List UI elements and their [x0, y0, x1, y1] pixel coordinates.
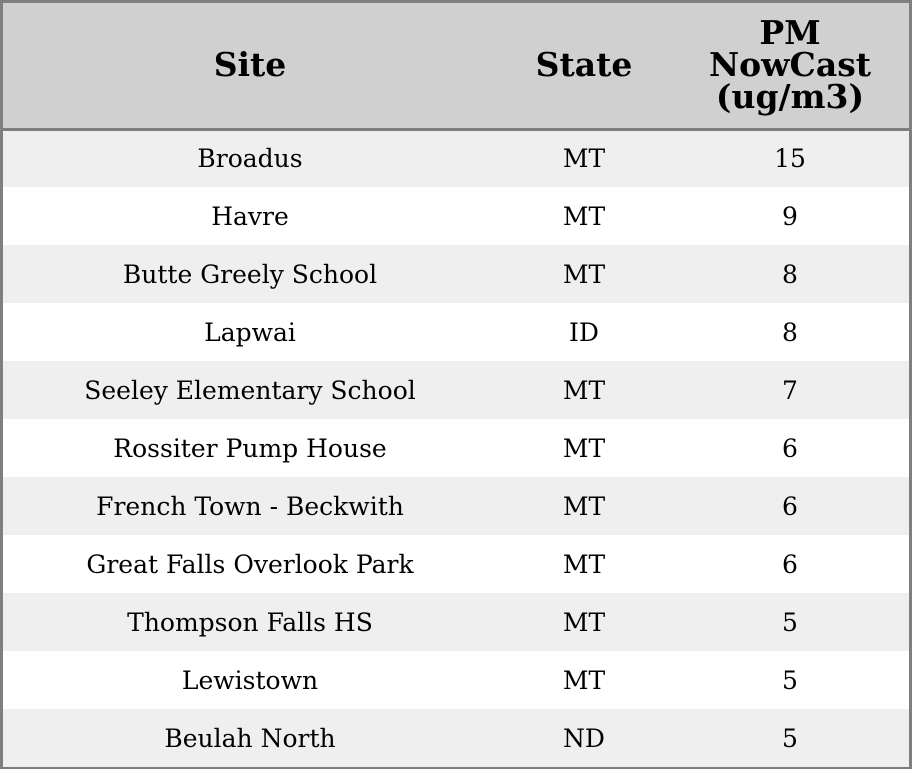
table-row: [3, 419, 909, 477]
site-cell: French Town - Beckwith: [96, 491, 404, 521]
table-row: [3, 129, 909, 187]
column-header-pm-nowcast: [671, 3, 909, 129]
site-cell: Seeley Elementary School: [84, 375, 416, 405]
state-cell: MT: [562, 375, 606, 405]
column-header-pm-line-1: PM: [759, 13, 821, 53]
column-header-pm-line-2: NowCast: [708, 45, 872, 85]
site-cell: Rossiter Pump House: [113, 433, 387, 463]
pm-value-cell: 5: [782, 723, 798, 753]
pm-value-cell: 15: [774, 144, 806, 174]
state-cell: MT: [562, 491, 606, 521]
state-cell: MT: [562, 144, 606, 174]
pm-value-cell: 8: [782, 317, 798, 347]
state-cell: ND: [563, 723, 605, 753]
table-row: [3, 651, 909, 709]
table-header: [3, 3, 909, 129]
site-cell: Lapwai: [204, 317, 296, 347]
table-row: [3, 361, 909, 419]
site-cell: Butte Greely School: [122, 259, 378, 289]
air-quality-table: [3, 3, 909, 767]
pm-value-cell: 6: [782, 433, 798, 463]
state-cell: ID: [569, 317, 599, 347]
pm-value-cell: 8: [782, 259, 798, 289]
table-row: [3, 593, 909, 651]
site-cell: Beulah North: [164, 723, 336, 753]
table-row: [3, 303, 909, 361]
state-cell: MT: [562, 665, 606, 695]
site-cell: Lewistown: [181, 665, 319, 695]
state-cell: MT: [562, 549, 606, 579]
table-body: [3, 129, 909, 767]
state-cell: MT: [562, 607, 606, 637]
pm-value-cell: 5: [782, 665, 798, 695]
table-row: [3, 709, 909, 767]
site-cell: Thompson Falls HS: [127, 607, 373, 637]
pm-value-cell: 6: [782, 549, 798, 579]
pm-value-cell: 7: [782, 375, 798, 405]
pm-value-cell: 9: [782, 201, 798, 231]
column-header-state: State: [497, 3, 671, 129]
column-header-site: Site: [3, 3, 497, 129]
state-cell: MT: [562, 259, 606, 289]
site-cell: Havre: [211, 201, 289, 231]
pm-value-cell: 5: [782, 607, 798, 637]
table-row: [3, 477, 909, 535]
pm-value-cell: 6: [782, 491, 798, 521]
column-header-pm-line-3: (ug/m3): [715, 77, 865, 117]
state-cell: MT: [562, 433, 606, 463]
site-cell: Great Falls Overlook Park: [86, 549, 414, 579]
state-cell: MT: [562, 201, 606, 231]
site-cell: Broadus: [197, 144, 303, 174]
table-row: [3, 245, 909, 303]
header-row: [3, 3, 909, 129]
table-row: [3, 187, 909, 245]
table-row: [3, 535, 909, 593]
